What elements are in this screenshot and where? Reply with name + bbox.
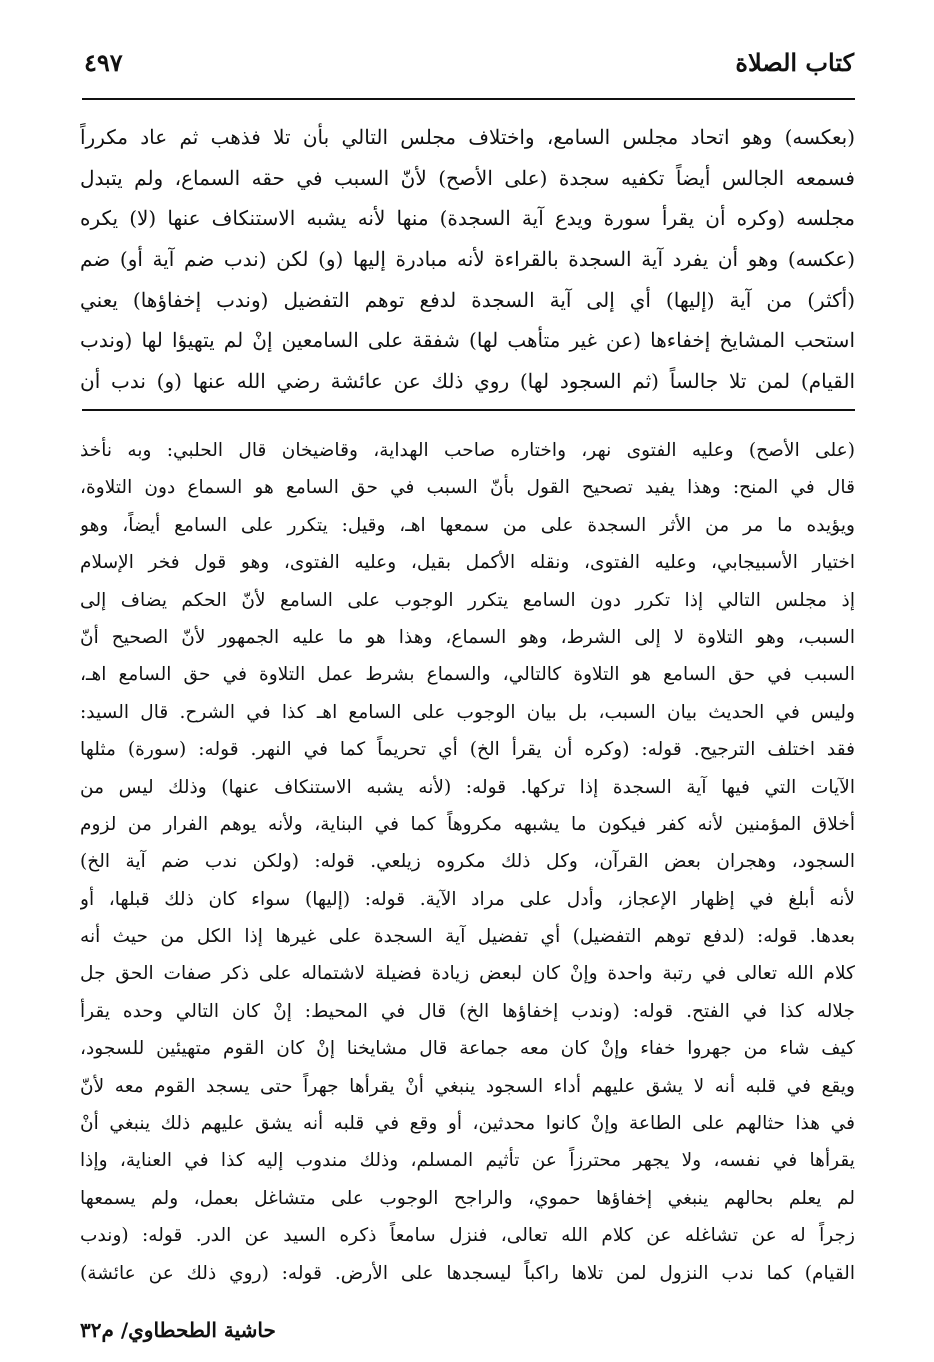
commentary-line: (على الأصح) وعليه الفتوى نهر، واختاره صاحب الهداية، وقاضيخان قال الحلبي: وبه نأخذ [80,440,855,461]
commentary-line: في هذا حثالهم على الطاعة وإنْ كانوا محدثين، أو وقع في قلبه أنه يشق عليهم ذلك ينبغي أنْ [80,1113,855,1135]
header-rule [82,98,855,100]
commentary-line: فقد اختلف الترجيح. قوله: (وكره أن يقرأ الخ) أي تحريماً كما في النهر. قوله: (سورة) مثلها [80,739,855,761]
matn-line: (عكسه) وهو أن يفرد آية السجدة بالقراءة لأنه مبادرة إليها (و) لكن (ندب ضم آية أو) ضم [80,247,855,272]
commentary-line: لم يعلم بحالهم ينبغي إخفاؤها حموي، والراجح الوجوب على متشاغل بعمل، ولم يسمعها [80,1187,855,1209]
commentary-line: القيام) كما ندب النزول لمن تلاها راكباً ليسجدها على الأرض. قوله: (روي ذلك عن عائشة) [80,1262,855,1284]
matn-line: (بعكسه) وهو اتحاد مجلس السامع، واختلاف مجلس التالي بأن تلا فذهب ثم عاد مكرراً [80,125,855,149]
chapter-title: كتاب الصلاة [735,48,854,77]
commentary-line: قال في المنح: وهذا يفيد تصحيح القول بأنّ السبب في حق السامع هو السماع دون التلاوة، [80,477,855,499]
commentary-line: السجود، وهجران بعض القرآن، وكل ذلك مكروه زيلعي. قوله: (ولكن ندب ضم آية الخ) [80,851,855,873]
commentary-line: أخلاق المؤمنين لأنه كفر فيكون ما يشبهه مكروهاً كما في البناية، ولأنه يوهم الفرار من لزوم [80,813,855,835]
commentary-line: بعدها. قوله: (لدفع توهم التفضيل) أي تفضيل آية السجدة على غيرها إذا الكل من حيث أنه [80,926,855,948]
commentary-line: يقرأها في نفسه، ولا يجهر محترزاً عن تأثيم المسلم، وذلك مندوب إليه كذا في العناية، وإذا [80,1150,855,1172]
commentary-line: اختيار الأسبيجابي، وعليه الفتوى، ونقله الأكمل بقيل، وعليه الفتوى، وهو قول فخر الإسلام [80,552,855,574]
commentary-line: السبب، وهو التلاوة لا إلى الشرط، وهو السماع، وهذا هو ما عليه الجمهور لأنّ الصحيح أنّ [80,626,855,648]
matn-line: (أكثر) من آية (إليها) أي إلى آية السجدة لدفع توهم التفضيل (وندب إخفاؤها) يعني [80,287,855,312]
matn-text [80,117,855,402]
footer-signature: حاشية الطحطاوي/ م٣٢ [80,1318,276,1342]
commentary-line: الآيات التي فيها آية السجدة إذا تركها. قوله: (لأنه يشبه الاستنكاف عنها) وذلك ليس من [80,776,855,798]
page-header [84,42,854,86]
matn-line: فسمعه الجالس أيضاً تكفيه سجدة (على الأصح) لأنّ السبب في حقه السماع، ولم يتبدل [80,165,855,190]
matn-line: استحب المشايخ إخفاءها (عن غير متأهب لها) شفقة على السامعين إنْ لم يتهيؤا لها (وندب [80,328,855,353]
commentary-line: كيف شاء من جهروا خفاء وإنْ كان معه جماعة قال مشايخنا إنْ كان القوم متهيئين للسجود، [80,1038,855,1060]
commentary-line: زجراً له عن تشاغله عن كلام الله تعالى، فنزل سامعاً ذكره السيد عن الدر. قوله: (وندب [80,1225,855,1247]
commentary-line: كلام الله تعالى في رتبة واحدة وإنْ كان لبعض زيادة فضيلة لاشتماله على ذكر صفات الحق جل [80,963,855,985]
separator-rule [82,409,855,411]
commentary-line: وليس في الحديث بيان السبب، بل بيان الوجوب على السامع اهـ كذا في الشرح. قال السيد: [80,701,855,723]
matn-line: القيام) لمن تلا جالساً (ثم السجود لها) روي ذلك عن عائشة رضي الله عنها (و) ندب أن [80,369,855,394]
matn-line: مجلسه (وكره أن يقرأ سورة ويدع آية السجدة) منها لأنه يشبه الاستنكاف عنها (لا) يكره [80,206,855,231]
page-number: ٤٩٧ [84,48,123,77]
commentary-line: إذ مجلس التالي إذا تكرر دون السامع يتكرر الوجوب على السامع لأنّ الحكم يضاف إلى [80,589,855,611]
commentary-line: السبب في حق السامع هو التلاوة كالتالي، والسماع بشرط عمل التلاوة في حق السامع اهـ، [80,664,855,686]
commentary-line: ويقع في قلبه أنه لا يشق عليهم أداء السجود ينبغي أنْ يقرأها جهراً حتى يسجد القوم معه لأنّ [80,1075,855,1097]
commentary-line: لأنه أبلغ في إظهار الإعجاز، وأدل على مراد الآية. قوله: (إليها) سواء كان ذلك قبلها، أو [80,888,855,910]
commentary-line: ويؤيده ما مر من الأثر السجدة على من سمعها اهـ، وقيل: يتكرر على السامع أيضاً، وهو [80,514,855,536]
commentary-text [80,432,855,1292]
commentary-line: جلاله كذا في الفتح. قوله: (وندب إخفاؤها الخ) قال في المحيط: إنْ كان التالي وحده يقرأ [80,1000,855,1022]
